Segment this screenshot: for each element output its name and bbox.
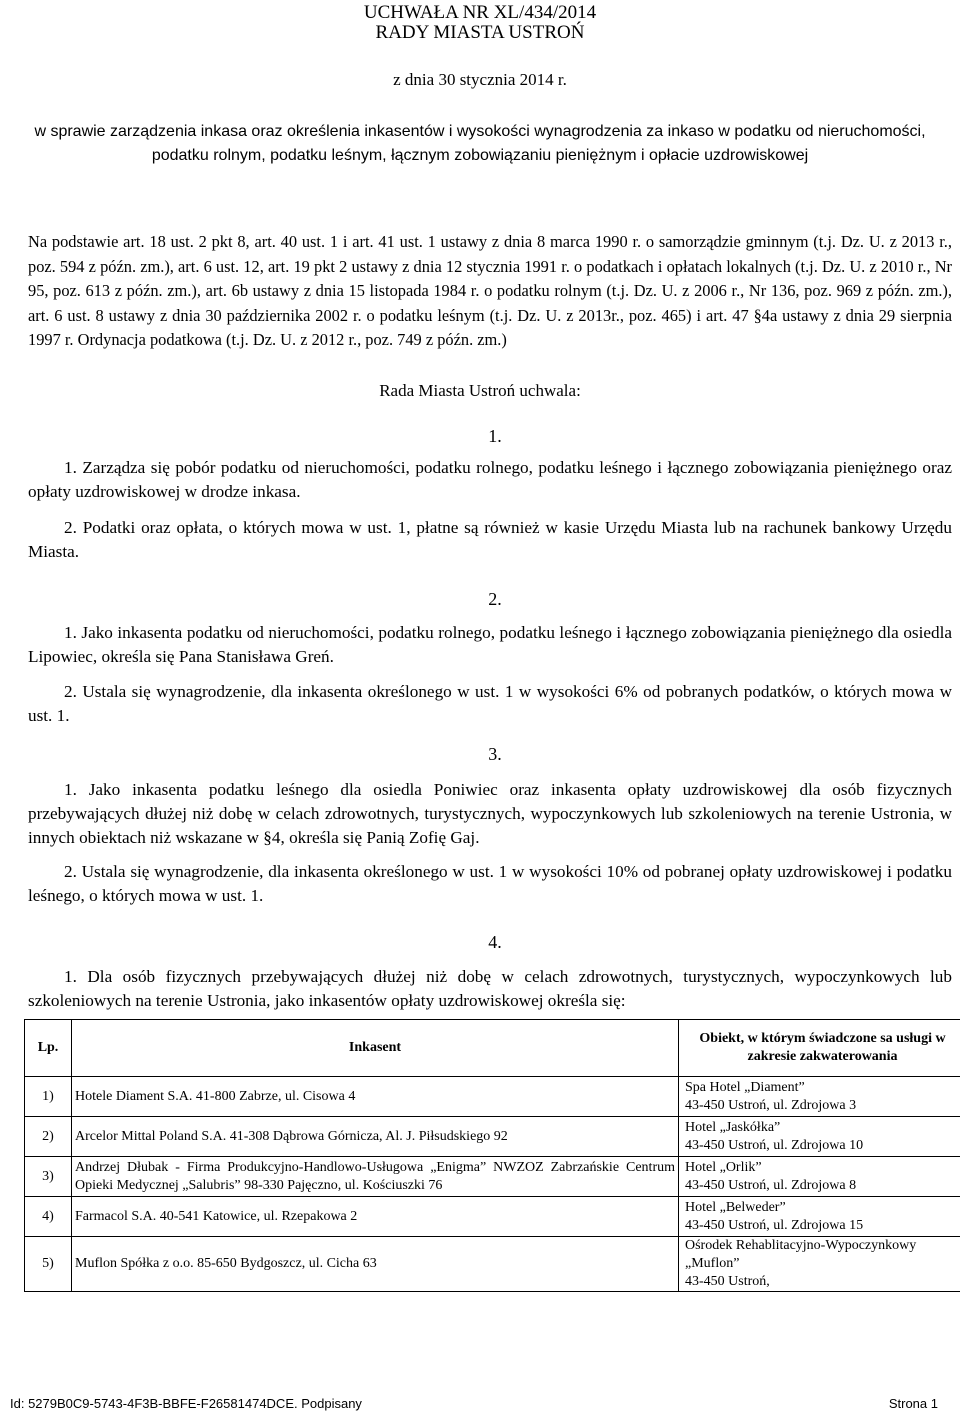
facility-cell xyxy=(679,1237,960,1292)
facility-name: Spa Hotel „Diament” xyxy=(685,1079,805,1095)
document-title: UCHWAŁA NR XL/434/2014 xyxy=(363,2,597,23)
row-number: 1) xyxy=(25,1077,72,1117)
table-row xyxy=(25,1197,960,1237)
facility-name: Hotel „Belweder” xyxy=(685,1199,786,1215)
resolution-subject: w sprawie zarządzenia inkasa oraz określenia inkasentów i wysokości wynagrodzenia za inkaso w podatku od nieruchomości, podatku rolnym, podatku leśnym, łącznym zobowiązaniu pieniężnym i opłacie uzdrowiskowej xyxy=(34,123,926,164)
facility-cell xyxy=(679,1197,960,1237)
section-1-paragraph-2: 2. Podatki oraz opłata, o których mowa w ust. 1, płatne są również w kasie Urzędu Miasta lub na rachunek bankowy Urzędu Miasta. xyxy=(28,518,952,561)
row-number: 2) xyxy=(25,1117,72,1157)
facility-cell xyxy=(679,1157,960,1197)
document-id-footer: Id: 5279B0C9-5743-4F3B-BBFE-F26581474DCE. Podpisany xyxy=(10,1396,362,1411)
section-2-paragraph-2: 2. Ustala się wynagrodzenie, dla inkasenta określonego w ust. 1 w wysokości 6% od pobranych podatków, o których mowa w ust. 1. xyxy=(28,682,952,725)
section-2-paragraph-1: 1. Jako inkasenta podatku od nieruchomości, podatku rolnego, podatku leśnego i łącznego zobowiązania pieniężnego dla osiedla Lipowiec, określa się Pana Stanisława Greń. xyxy=(28,623,952,666)
table-row xyxy=(25,1157,960,1197)
row-number: 5) xyxy=(25,1237,72,1292)
section-heading-2: 2. xyxy=(488,589,502,609)
section-heading-3: 3. xyxy=(488,744,502,764)
collector-cell: Farmacol S.A. 40-541 Katowice, ul. Rzepakowa 2 xyxy=(72,1197,679,1237)
row-number: 4) xyxy=(25,1197,72,1237)
collectors-table xyxy=(24,1019,960,1292)
collector-cell: Andrzej Dłubak - Firma Produkcyjno-Handlowo-Usługowa „Enigma” NWZOZ Zabrzańskie Centrum Opieki Medycznej „Salubris” 98-330 Pajęczno, ul. Kościuszki 76 xyxy=(72,1157,679,1197)
facility-address: 43-450 Ustroń, xyxy=(685,1274,770,1289)
section-3-paragraph-2: 2. Ustala się wynagrodzenie, dla inkasenta określonego w ust. 1 w wysokości 10% od pobranej opłaty uzdrowiskowej i podatku leśnego, o których mowa w ust. 1. xyxy=(28,862,952,905)
section-heading-1: 1. xyxy=(488,426,502,446)
council-resolves: Rada Miasta Ustroń uchwala: xyxy=(379,381,581,400)
column-header-lp: Lp. xyxy=(25,1020,72,1077)
section-1-paragraph-1: 1. Zarządza się pobór podatku od nieruchomości, podatku rolnego, podatku leśnego i łącznego zobowiązania pieniężnego oraz opłaty uzdrowiskowej w drodze inkasa. xyxy=(28,458,952,501)
section-3-paragraph-1: 1. Jako inkasenta podatku leśnego dla osiedla Poniwiec oraz inkasenta opłaty uzdrowiskowej dla osób fizycznych przebywających dłużej niż dobę w celach zdrowotnych, turystycznych, wypoczynkowych lub szkoleniowych na terenie Ustronia, w innych obiektach niż wskazane w §4, określa się Panią Zofię Gaj. xyxy=(28,780,952,847)
table-row xyxy=(25,1077,960,1117)
table-header-row xyxy=(25,1020,960,1077)
facility-name: Hotel „Orlik” xyxy=(685,1159,762,1175)
facility-cell xyxy=(679,1077,960,1117)
facility-address: 43-450 Ustroń, ul. Zdrojowa 15 xyxy=(685,1217,864,1233)
column-header-obiekt: Obiekt, w którym świadczone sa usługi w zakresie zakwaterowania xyxy=(679,1020,960,1077)
table-row xyxy=(25,1117,960,1157)
facility-address: 43-450 Ustroń, ul. Zdrojowa 10 xyxy=(685,1137,864,1153)
table-row xyxy=(25,1237,960,1292)
facility-name: Ośrodek Rehablitacyjno-Wypoczynkowy „Muflon” xyxy=(685,1238,917,1271)
document-date: z dnia 30 stycznia 2014 r. xyxy=(393,70,567,89)
facility-address: 43-450 Ustroń, ul. Zdrojowa 8 xyxy=(685,1177,857,1193)
collector-cell: Arcelor Mittal Poland S.A. 41-308 Dąbrowa Górnicza, Al. J. Piłsudskiego 92 xyxy=(72,1117,679,1157)
legal-basis: Na podstawie art. 18 ust. 2 pkt 8, art. 40 ust. 1 i art. 41 ust. 1 ustawy z dnia 8 marca 1990 r. o samorządzie gminnym (t.j. Dz. U. z 2013 r., poz. 594 z późn. zm.), art. 6 ust. 12, art. 19 pkt 2 ustawy z dnia 12 stycznia 1991 r. o podatkach i opłatach lokalnych (t.j. Dz. U. z 2010 r., Nr 95, poz. 613 z późn. zm.), art. 6b ustawy z dnia 15 listopada 1984 r. o podatku rolnym (t.j. Dz. U. z 2006 r., Nr 136, poz. 969 z późn. zm.), art. 6 ust. 8 ustawy z dnia 30 października 2002 r. o podatku leśnym (t.j. Dz. U. z 2013r., poz. 465) i art. 47 §4a ustawy z dnia 29 sierpnia 1997 r. Ordynacja podatkowa (t.j. Dz. U. z 2012 r., poz. 749 z późn. zm.) xyxy=(28,232,952,349)
facility-address: 43-450 Ustroń, ul. Zdrojowa 3 xyxy=(685,1097,857,1113)
facility-cell xyxy=(679,1117,960,1157)
column-header-inkasent: Inkasent xyxy=(72,1020,679,1077)
section-heading-4: 4. xyxy=(488,932,502,952)
section-4-paragraph-1: 1. Dla osób fizycznych przebywających dłużej niż dobę w celach zdrowotnych, turystycznych, wypoczynkowych lub szkoleniowych na terenie Ustronia, jako inkasentów opłaty uzdrowiskowej określa się: xyxy=(28,967,952,1010)
collector-cell: Muflon Spółka z o.o. 85-650 Bydgoszcz, ul. Cicha 63 xyxy=(72,1237,679,1292)
row-number: 3) xyxy=(25,1157,72,1197)
page-number-footer: Strona 1 xyxy=(888,1396,938,1411)
issuing-body: RADY MIASTA USTROŃ xyxy=(375,22,585,43)
collector-cell: Hotele Diament S.A. 41-800 Zabrze, ul. Cisowa 4 xyxy=(72,1077,679,1117)
facility-name: Hotel „Jaskółka” xyxy=(685,1119,781,1135)
